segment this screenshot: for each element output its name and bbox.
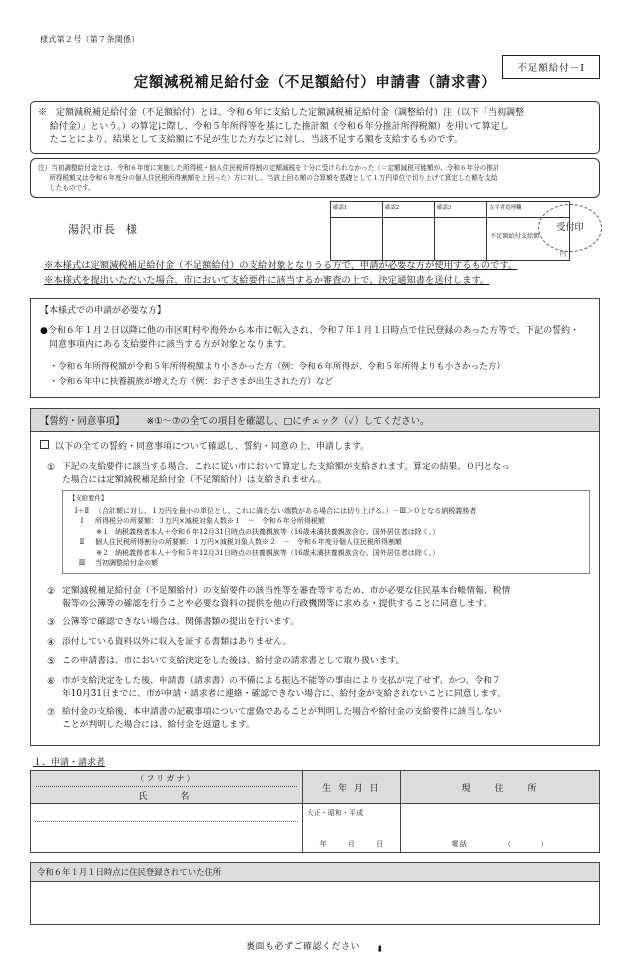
- pledge-item-number: ①: [46, 462, 56, 473]
- month-label: 月: [347, 840, 355, 849]
- notice-line-1: ※ 定額減税補足給付金（不足額給付）とは、令和６年に支給した定額減税補足給付金（調整給付）注（以下「当初調整: [38, 108, 525, 118]
- who-needs-sub-1: ・令和６年所得税額が令和５年所得税額より小さかった方（例：令和６年所得が、令和５年所得よりも小さかった方）: [49, 361, 505, 372]
- furigana-divider: [35, 821, 298, 822]
- who-needs-bullet-line-1: ●令和６年１月２日以降に他の市区町村や海外から本市に転入され、令和７年１月１日時点で住民登録のあった方等で、下記の誓約・: [40, 325, 580, 336]
- requirement-row: [69, 548, 583, 559]
- telephone-field: [452, 839, 549, 849]
- notice-line-2: 給付金）」という。）の算定に際し、令和５年所得等を基にした推計額（令和６年分推計所得税額）を用いて算定し: [49, 121, 509, 132]
- requirement-box: [62, 490, 590, 574]
- title-row: [30, 59, 600, 93]
- pledge-item-number: ⑤: [46, 657, 56, 668]
- pledge-item-line: 年10月31日までに、市が申請・請求者に連絡・確認できない場合に、給付金が支給されないことに同意します。: [62, 688, 506, 699]
- pledge-item-number: ③: [46, 618, 56, 629]
- who-needs-sub-2: ・令和６年中に扶養親族が増えた方（例：お子さまが出生された方）など: [49, 377, 334, 388]
- pledge-consent-checkbox[interactable]: [40, 440, 49, 449]
- mayor-honorific: 様: [126, 223, 138, 237]
- receipt-stamp-circle: 受付印: [538, 204, 602, 252]
- who-needs-box: [30, 298, 600, 398]
- ymd-labels: [309, 839, 394, 849]
- pledge-header-bar: [30, 408, 600, 432]
- pledge-item-line: 給付金の支給後、本申請書の記載事項について虚偽であることが判明した場合や給付金の支給要件に該当しない: [62, 707, 502, 718]
- requirement-mark: Ⅰ＋Ⅱ: [74, 506, 90, 515]
- pledge-item-line: 公簿等で確認できない場合は、関係書類の提出を行います。: [62, 617, 299, 628]
- requirement-row: [69, 506, 583, 517]
- pledge-item: [40, 706, 590, 732]
- pledge-item-text: [62, 461, 590, 580]
- requirement-text: 個人住民税所得割分の所要額：１万円×減税対象人数※２ － 令和６年度分個人住民税所得割額: [95, 538, 402, 547]
- payment-type-badge: 不足額給付－Ⅰ: [502, 55, 600, 79]
- requirement-row: [69, 527, 583, 538]
- underlined-notes: [30, 259, 600, 289]
- confirm-blank-2: [383, 218, 435, 261]
- pledge-item: [40, 585, 590, 611]
- stamp-strip: [30, 201, 600, 259]
- pledge-item-text: [62, 585, 590, 611]
- pledge-item: [40, 636, 590, 651]
- previous-address-table: [30, 862, 600, 925]
- requirement-row: [69, 516, 583, 527]
- footnote-line-1: 注）当初調整給付金とは、令和６年度に実施した所得税・個人住民税所得割の定額減税を十分に受けられなかった（＝定額減税可能額が、令和６年分の推計: [38, 163, 500, 172]
- footer-text: 裏面も必ずご確認ください: [245, 942, 360, 953]
- requirement-text: 所得税分の所要額：３万円×減税対象人数※１ － 令和６年分所得税額: [95, 517, 325, 526]
- pledge-item-number: ②: [46, 586, 56, 597]
- confirm-blank-3: [435, 218, 487, 261]
- notice-box: [30, 101, 600, 154]
- footnote-line-3: したものです。: [49, 183, 95, 192]
- footnote-line-2: 所得税額又は令和６年度分の個人住民税所得割額を上回った）方に対し、当該上回る額の合算額を基礎として１万円単位で切り上げて算定した額を支給: [49, 173, 498, 182]
- applicant-name-input[interactable]: [31, 804, 303, 853]
- pledge-item-line: 下記の支給要件に該当する場合、これに従い市において算定した支給額が支給されます。算定の結果、０円となっ: [62, 461, 510, 472]
- requirement-mark: ※２: [96, 548, 109, 557]
- pledge-item-number: ⑦: [46, 708, 56, 719]
- pledge-item-line: この申請書は、市において支給決定をした後は、給付金の請求書として取り扱います。: [62, 656, 405, 667]
- previous-address-header: 令和６年１月１日時点に住民登録されていた住所: [31, 863, 600, 882]
- pledge-item-number: ⑥: [46, 676, 56, 687]
- requirement-text: 当初調整給付金の額: [95, 559, 158, 568]
- pledge-item-text: [62, 675, 590, 701]
- requirement-text: 納税義務者本人＋令和６年12月31日時点の扶養親族等（16歳未満扶養親族含む。国外居住者は除く。）: [115, 527, 440, 536]
- tel-paren-close: ）: [540, 840, 549, 849]
- down-arrow-icon: ⬇: [375, 945, 385, 955]
- pledge-consent-label: 以下の全ての誓約・同意事項について確認し、誓約・同意の上、申請します。: [55, 442, 370, 453]
- pledge-header-title: 【誓約・同意事項】: [40, 416, 125, 428]
- year-label: 年: [319, 840, 327, 849]
- requirement-row: [69, 558, 583, 569]
- pledge-consent-row[interactable]: [40, 440, 590, 455]
- requirement-mark: Ⅲ: [78, 559, 86, 568]
- tel-paren-open: （: [503, 840, 512, 849]
- processing-cell: 支平者処理欄: [487, 202, 570, 218]
- applicant-col-dob: 生 年 月 日: [302, 771, 400, 804]
- form-number: 様式第２号（第７条関係）: [40, 35, 140, 44]
- requirement-title: 【支給要件】: [69, 494, 108, 503]
- pledge-item-line: 市が支給決定をした後、申請書（請求書）の不備による振込不能等の事由により支払が完了せず、かつ、令和７: [62, 675, 501, 686]
- pledge-item: [40, 616, 590, 631]
- pledge-header-note: ※①～⑦の全ての項目を確認し、□にチェック（✓）してください。: [146, 416, 430, 428]
- pledge-item-line: た場合には定額減税補足給付金（不足額給付）は支給されません。: [62, 475, 327, 486]
- pledge-item: [40, 655, 590, 670]
- requirement-row: [69, 537, 583, 548]
- pledge-item-line: 報等の公簿等の確認を行うことや必要な資料の提供を他の行政機関等に求める・提供することに同意します。: [62, 599, 493, 610]
- furigana-label: （フリガナ）: [36, 773, 297, 787]
- notice-line-3: たことにより、結果として支給額に不足が生じた方などに対し、当該不足する額を支給するものです。: [49, 135, 463, 145]
- pledge-item: [40, 461, 590, 580]
- applicant-table: [30, 770, 600, 853]
- requirement-text: （合計額に対し、１万円を最小の単位とし、これに満たない端数がある場合には切り上げる。）－Ⅲ＞０となる納税義務者: [95, 506, 477, 515]
- underlined-note-1: ※本様式は定額減税補足給付金（不足額給付）の支給対象となりうる方で、申請が必要な方が使用するものです。: [44, 260, 518, 272]
- confirm-cell-1: 確認1: [331, 202, 383, 218]
- era-options: 大正・昭和・平成: [306, 809, 364, 818]
- pledge-item-text: [62, 616, 590, 629]
- previous-address-input[interactable]: [31, 882, 600, 925]
- applicant-address-input[interactable]: [400, 804, 599, 853]
- pledge-body: [30, 432, 600, 746]
- yen-unit: 円: [559, 251, 566, 259]
- addressee-mayor: [68, 221, 138, 237]
- who-needs-bullet: [40, 325, 590, 353]
- name-label: 氏 名: [138, 791, 195, 802]
- confirm-cell-2: 確認2: [383, 202, 435, 218]
- page-title: 定額減税補足給付金（不足額給付）申請書（請求書）: [133, 74, 497, 91]
- confirm-blank-1: [331, 218, 383, 261]
- requirement-mark: Ⅰ: [80, 517, 84, 526]
- tel-label: 電話: [451, 840, 468, 849]
- requirement-text: 納税義務者本人＋令和５年12月31日時点の扶養親族等（16歳未満扶養親族含む。国外居住者は除く。）: [115, 548, 440, 557]
- applicant-dob-input[interactable]: [302, 804, 400, 853]
- underlined-note-2: ※本様式を提出いただいた場合、市において支給要件に該当するか審査の上で、決定通知書を送付します。: [44, 275, 490, 287]
- pledge-item-line: 添付している資料以外に収入を証する書類はありません。: [62, 636, 292, 647]
- who-needs-heading: 【本様式での申請が必要な方】: [40, 305, 167, 316]
- requirement-mark: ※１: [96, 527, 109, 536]
- amount-label: 不足額給付支給額: [490, 233, 540, 241]
- who-needs-bullet-line-2: 同意事項内にある支給要件に該当する方が対象となります。: [49, 339, 292, 350]
- applicant-col-name: [31, 771, 303, 804]
- confirm-cell-3: 確認3: [435, 202, 487, 218]
- pledge-item-line: ことが判明した場合には、給付金を返還します。: [62, 720, 255, 731]
- pledge-item: [40, 675, 590, 701]
- footnote-box: [30, 158, 600, 199]
- pledge-item-text: [62, 706, 590, 732]
- applicant-col-address: 現 住 所: [400, 771, 599, 804]
- day-label: 日: [376, 840, 384, 849]
- requirement-mark: Ⅱ: [79, 538, 85, 547]
- footer-note: [30, 939, 600, 955]
- pledge-item-line: 定額減税補足給付金（不足額給付）の支給要件の該当性等を審査等するため、市が必要な住民基本台帳情報、税情: [62, 585, 511, 596]
- mayor-name: 湯沢市長: [68, 223, 116, 237]
- confirmation-table: [330, 201, 570, 261]
- pledge-item-text: [62, 636, 590, 649]
- pledge-item-number: ④: [46, 637, 56, 648]
- pledge-item-text: [62, 655, 590, 668]
- applicant-section-label: １．申請・請求者: [33, 758, 106, 769]
